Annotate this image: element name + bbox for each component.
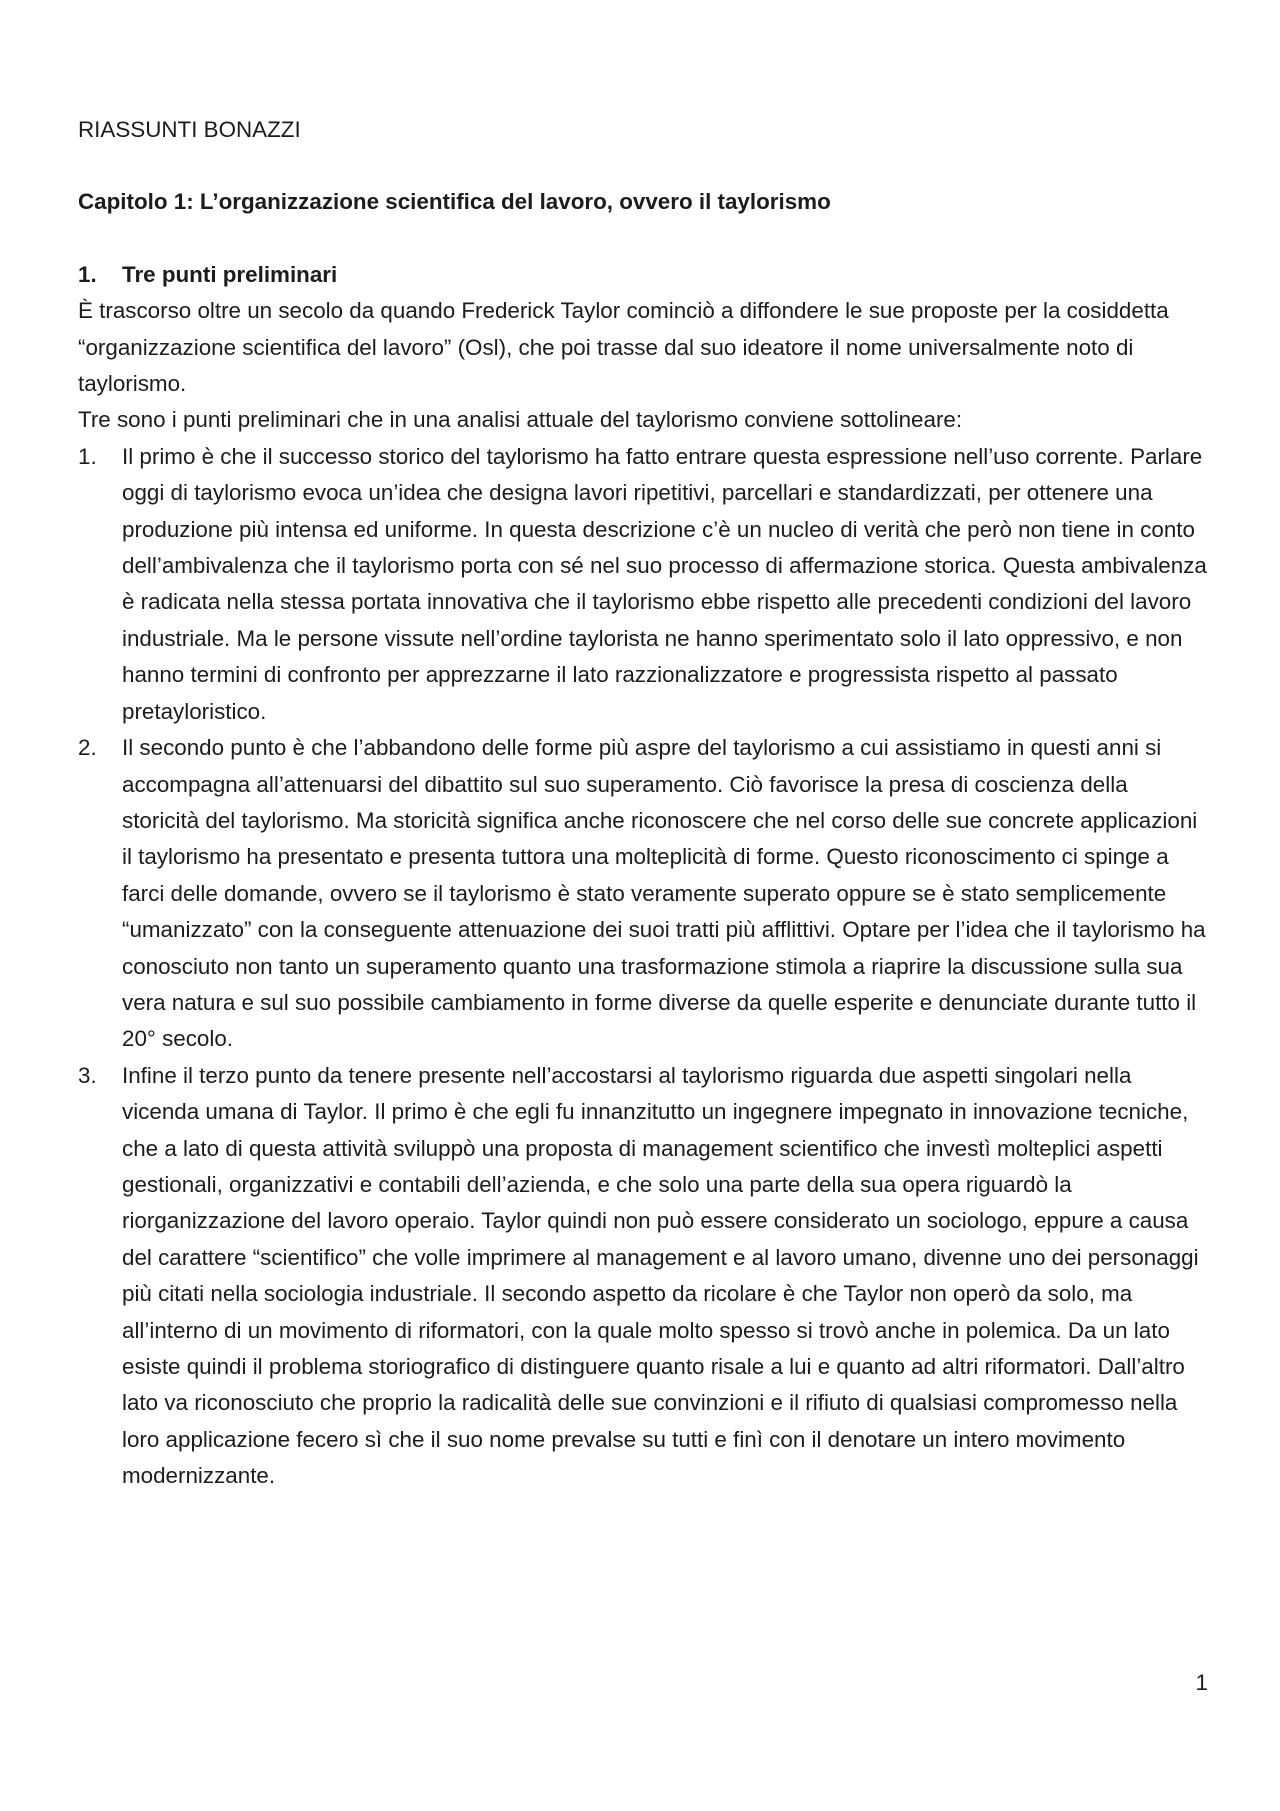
list-item-text: Infine il terzo punto da tenere presente nell’accostarsi al taylorismo riguarda due aspetti singolari nella vicenda umana di Taylor. Il primo è che egli fu innanzitutto un ingegnere impegnato in innovazione tecniche, che a lato di questa attività sviluppò una proposta di management scientifico che investì molteplici aspetti gestionali, organizzativi e contabili dell’azienda, e che solo una parte della sua opera riguardò la riorganizzazione del lavoro operaio. Taylor quindi non può essere considerato un sociologo, eppure a causa del carattere “scientifico” che volle imprimere al management e al lavoro umano, divenne uno dei personaggi più citati nella sociologia industriale. Il secondo aspetto da ricolare è che Taylor non operò da solo, ma all’interno di un movimento di riformatori, con la quale molto spesso si trovò anche in polemica. Da un lato esiste quindi il problema storiografico di distinguere quanto risale a lui e quanto ad altri riformatori. Dall’altro lato va riconosciuto che proprio la radicalità delle sue convinzioni e il rifiuto di qualsiasi compromesso nella loro applicazione fecero sì che il suo nome prevalse su tutti e finì con il denotare un intero movimento modernizzante. [122,1062,1199,1489]
intro-paragraph: È trascorso oltre un secolo da quando Frederick Taylor cominciò a diffondere le sue proposte per la cosiddetta “organizzazione scientifica del lavoro” (Osl), che poi trasse dal suo ideatore il nome universalmente noto di taylorismo. [78,298,1169,397]
document-title: RIASSUNTI BONAZZI [78,117,301,142]
document-page [78,112,1208,1495]
list-item [78,1058,1208,1495]
section-heading [78,257,1208,293]
list-item [78,439,1208,730]
list-item [78,730,1208,1058]
section-number: 1. [78,261,97,287]
section-title: Tre punti preliminari [122,261,338,287]
points-list [78,439,1208,1495]
list-item-text: Il secondo punto è che l’abbandono delle forme più aspre del taylorismo a cui assistiamo in questi anni si accompagna all’attenuarsi del dibattito sul suo superamento. Ciò favorisce la presa di coscienza della storicità del taylorismo. Ma storicità significa anche riconoscere che nel corso delle sue concrete applicazioni il taylorismo ha presentato e presenta tuttora una molteplicità di forme. Questo riconoscimento ci spinge a farci delle domande, ovvero se il taylorismo è stato veramente superato oppure se è stato semplicemente “umanizzato” con la conseguente attenuazione dei suoi tratti più afflittivi. Optare per l’idea che il taylorismo ha conosciuto non tanto un superamento quanto una trasformazione stimola a riaprire la discussione sulla sua vera natura e sul suo possibile cambiamento in forme diverse da quelle esperite e denunciate durante tutto il 20° secolo. [122,735,1206,1052]
page-number: 1 [1195,1670,1208,1695]
list-item-number: 3. [78,1062,97,1088]
points-lead-paragraph: Tre sono i punti preliminari che in una analisi attuale del taylorismo conviene sottolineare: [78,407,963,433]
list-item-number: 1. [78,443,97,469]
list-item-text: Il primo è che il successo storico del taylorismo ha fatto entrare questa espressione nell’uso corrente. Parlare oggi di taylorismo evoca un’idea che designa lavori ripetitivi, parcellari e standardizzati, per ottenere una produzione più intensa ed uniforme. In questa descrizione c’è un nucleo di verità che però non tiene in conto dell’ambivalenza che il taylorismo porta con sé nel suo processo di affermazione storica. Questa ambivalenza è radicata nella stessa portata innovativa che il taylorismo ebbe rispetto alle precedenti condizioni del lavoro industriale. Ma le persone vissute nell’ordine taylorista ne hanno sperimentato solo il lato oppressivo, e non hanno termini di confronto per apprezzarne il lato razzionalizzatore e progressista rispetto al passato pretayloristico. [122,443,1207,724]
list-item-number: 2. [78,735,97,761]
chapter-title: Capitolo 1: L’organizzazione scientifica del lavoro, ovvero il taylorismo [78,189,831,215]
